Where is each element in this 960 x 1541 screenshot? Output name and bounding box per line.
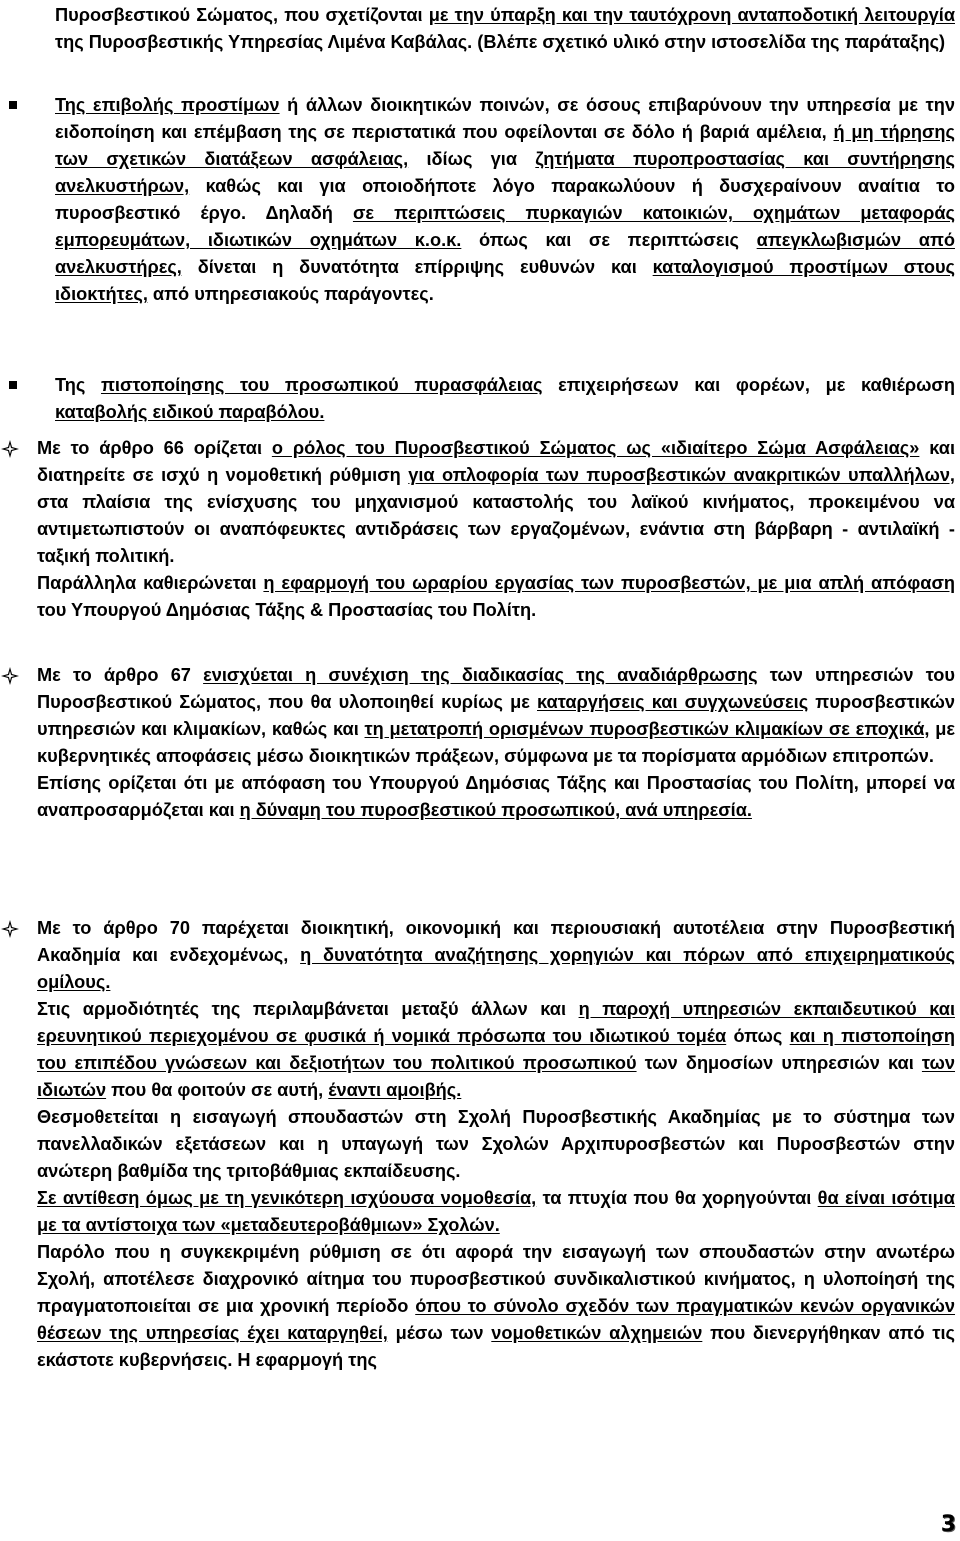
square-bullet-icon [9, 101, 17, 109]
academy-paragraph: Θεσμοθετείται η εισαγωγή σπουδαστών στη Σχολή Πυροσβεστικής Ακαδημίας με το σύστημα των πανελλαδικών εξετάσεων και η υπαγωγή των Σχολών Αρχιπυροσβεστών και Πυροσβεστών στην ανώτερη βαθμίδα της τριτοβάθμιας εκπαίδευσης. [37, 1107, 955, 1181]
article-70-item: Με το άρθρο 70 παρέχεται διοικητική, οικονομική και περιουσιακή αυτοτέλεια στην Πυροσβεστική Ακαδημία και ενδεχομένως, η δυνατότητα αναζήτησης χορηγιών και πόρων από επιχειρηματικούς ομίλους. Στις αρμοδιότητές της περιλαμβάνεται μεταξύ άλλων και η παροχή υπηρεσιών εκπαιδευτικού και ερευνητικού περιεχομένου σε φυσικά ή νομικά πρόσωπα του ιδιωτικού τομέα όπως και η πιστοποίηση του επιπέδου γνώσεων και δεξιοτήτων του πολιτικού προσωπικού των δημοσίων υπηρεσιών και των ιδιωτών που θα φοιτούν σε αυτή, έναντι αμοιβής. Θεσμοθετείται η εισαγωγή σπουδαστών στη Σχολή Πυροσβεστικής Ακαδημίας με το σύστημα των πανελλαδικών εξετάσεων και η υπαγωγή των Σχολών Αρχιπυροσβεστών και Πυροσβεστών στην ανώτερη βαθμίδα της τριτοβάθμιας εκπαίδευσης. Σε αντίθεση όμως με τη γενικότερη ισχύουσα νομοθεσία, τα πτυχία που θα χορηγούνται θα είναι ισότιμα με τα αντίστοιχα των «μεταδευτεροβάθμιων» Σχολών. Παρόλο που η συγκεκριμένη ρύθμιση σε ότι αφορά την εισαγωγή των σπουδαστών στην ανωτέρω Σχολή, αποτέλεσε διαχρονικό αίτημα του πυροσβεστικού συνδικαλιστικού κινήματος, η υλοποίησή της πραγματοποιείται σε μια χρονική περίοδο όπου το σύνολο σχεδόν των πραγματικών κενών οργανικών θέσεων της υπηρεσίας έχει καταργηθεί, μέσω των νομοθετικών αλχημειών που διενεργήθηκαν από τις εκάστοτε κυβερνήσεις. Η εφαρμογή της [37, 915, 955, 1374]
diamond-bullet-icon [1, 920, 19, 938]
article-67-item: Με το άρθρο 67 ενισχύεται η συνέχιση της διαδικασίας της αναδιάρθρωσης των υπηρεσιών του Πυροσβεστικού Σώματος, που θα υλοποιηθεί κυρίως με καταργήσεις και συγχωνεύσεις πυροσβεστικών υπηρεσιών και κλιμακίων, καθώς και τη μετατροπή ορισμένων πυροσβεστικών κλιμακίων σε εποχικά, με κυβερνητικές αποφάσεις μέσω διοικητικών πράξεων, σύμφωνα με τα πορίσματα αρμόδιων επιτροπών. Επίσης ορίζεται ότι με απόφαση του Υπουργού Δημόσιας Τάξης και Προστασίας του Πολίτη, μπορεί να αναπροσαρμόζεται και η δύναμη του πυροσβεστικού προσωπικού, ανά υπηρεσία. [37, 662, 955, 824]
list-item-certification: Της πιστοποίησης του προσωπικού πυρασφάλειας επιχειρήσεων και φορέων, με καθιέρωση καταβολής ειδικού παραβόλου. [55, 372, 955, 426]
diamond-bullet-icon [1, 440, 19, 458]
page-number: 3 [940, 1512, 956, 1537]
list-item-fines: Της επιβολής προστίμων ή άλλων διοικητικών ποινών, σε όσους επιβαρύνουν την υπηρεσία με την ειδοποίηση και επέμβαση της σε περιστατικά που οφείλονται σε δόλο ή βαριά αμέλεια, ή μη τήρησης των σχετικών διατάξεων ασφάλειας, ιδίως για ζητήματα πυροπροστασίας και συντήρησης ανελκυστήρων, καθώς και για οποιοδήποτε λόγο παρακωλύουν ή δυσχεραίνουν αναίτια το πυροσβεστικό έργο. Δηλαδή σε περιπτώσεις πυρκαγιών κατοικιών, οχημάτων μεταφοράς εμπορευμάτων, ιδιωτικών οχημάτων κ.ο.κ. όπως και σε περιπτώσεις απεγκλωβισμών από ανελκυστήρες, δίνεται η δυνατότητα επίρριψης ευθυνών και καταλογισμού προστίμων στους ιδιοκτήτες, από υπηρεσιακούς παράγοντες. [55, 92, 955, 308]
diamond-bullet-icon [1, 667, 19, 685]
intro-underlined: με την ύπαρξη και την ταυτόχρονη ανταποδοτική λειτουργία [428, 5, 955, 25]
square-bullet-icon [9, 381, 17, 389]
article-66-item: Με το άρθρο 66 ορίζεται ο ρόλος του Πυροσβεστικού Σώματος ως «ιδιαίτερο Σώμα Ασφάλειας» και διατηρείτε σε ισχύ η νομοθετική ρύθμιση για οπλοφορία των πυροσβεστικών ανακριτικών υπαλλήλων, στα πλαίσια της ενίσχυσης του μηχανισμού καταστολής του λαϊκού κινήματος, προκειμένου να αντιμετωπιστούν οι αναπόφευκτες αντιδράσεις των εργαζομένων, ενάντια στη βάρβαρη - αντιλαϊκή - ταξική πολιτική. Παράλληλα καθιερώνεται η εφαρμογή του ωραρίου εργασίας των πυροσβεστών, με μια απλή απόφαση του Υπουργού Δημόσιας Τάξης & Προστασίας του Πολίτη. [37, 435, 955, 624]
intro-text-1: Πυροσβεστικού Σώματος, που σχετίζονται [55, 5, 429, 25]
intro-paragraph [55, 2, 955, 56]
intro-text-2: της Πυροσβεστικής Υπηρεσίας Λιμένα Καβάλας. (Βλέπε σχετικό υλικό στην ιστοσελίδα της παράταξης) [55, 32, 946, 52]
